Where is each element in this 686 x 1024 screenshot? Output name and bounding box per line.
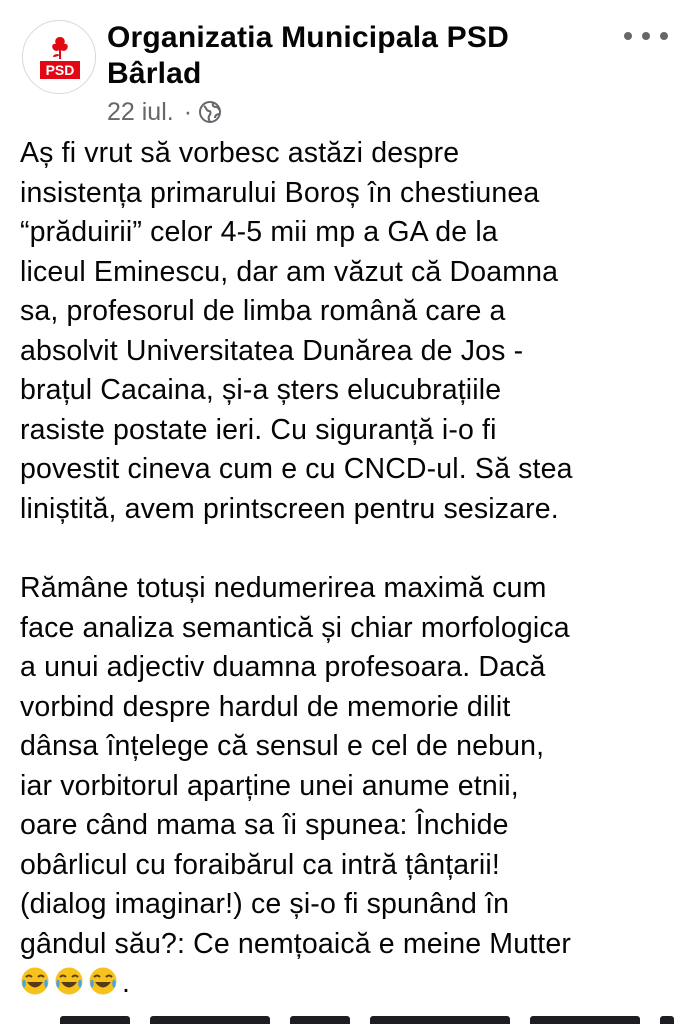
meta-separator: ·	[183, 97, 193, 126]
post-paragraph-2	[20, 569, 680, 1004]
post-header	[20, 16, 670, 132]
more-options-button[interactable]	[624, 22, 668, 50]
next-line-cutoff	[20, 1010, 680, 1024]
page-name-link[interactable]: Organizatia Municipala PSD Bârlad	[107, 21, 509, 90]
psd-logo-icon	[37, 33, 83, 83]
face-with-tears-of-joy-icon	[20, 966, 50, 996]
post-content	[20, 134, 680, 1004]
face-with-tears-of-joy-icon	[54, 966, 84, 996]
post-ending-text: .	[122, 967, 131, 999]
globe-icon[interactable]	[198, 100, 222, 124]
post-paragraph-1: Aș fi vrut să vorbesc astăzi despre insistența primarului Boroș în chestiunea “prăduirii” celor 4-5 mii mp a GA de la liceul Eminescu, dar am văzut că Doamna sa, profesorul de limba română care a absolvit Universitatea Dunărea de Jos - brațul Cacaina, și-a șters elucubrațiile rasiste postate ieri. Cu siguranță i-o fi povestit cineva cum e cu CNCD-ul. Să stea liniștită, avem printscreen pentru sesizare.	[20, 137, 573, 525]
post-paragraph-2-text: Rămâne totuși nedumerirea maximă cum face analiza semantică și chiar morfologica a unui adjectiv duamna profesoara. Dacă vorbind despre hardul de memorie dilit dânsa înțelege că sensul e cel de nebun, iar vorbitorul aparține unei anume etnii, oare când mama sa îi spunea: Închide obârlicul cu foraibărul ca intră țânțarii! (dialog imaginar!) ce și-o fi spunând în gândul său?: Ce nemțoaică e meine Mutter	[20, 572, 571, 960]
more-dot	[660, 32, 668, 40]
post-date-link[interactable]: 22 iul.	[107, 97, 174, 126]
avatar-text: PSD	[45, 62, 75, 78]
more-dot	[642, 32, 650, 40]
more-dot	[624, 32, 632, 40]
page-avatar[interactable]	[22, 20, 96, 94]
post-meta	[107, 96, 222, 128]
face-with-tears-of-joy-icon	[88, 966, 118, 996]
